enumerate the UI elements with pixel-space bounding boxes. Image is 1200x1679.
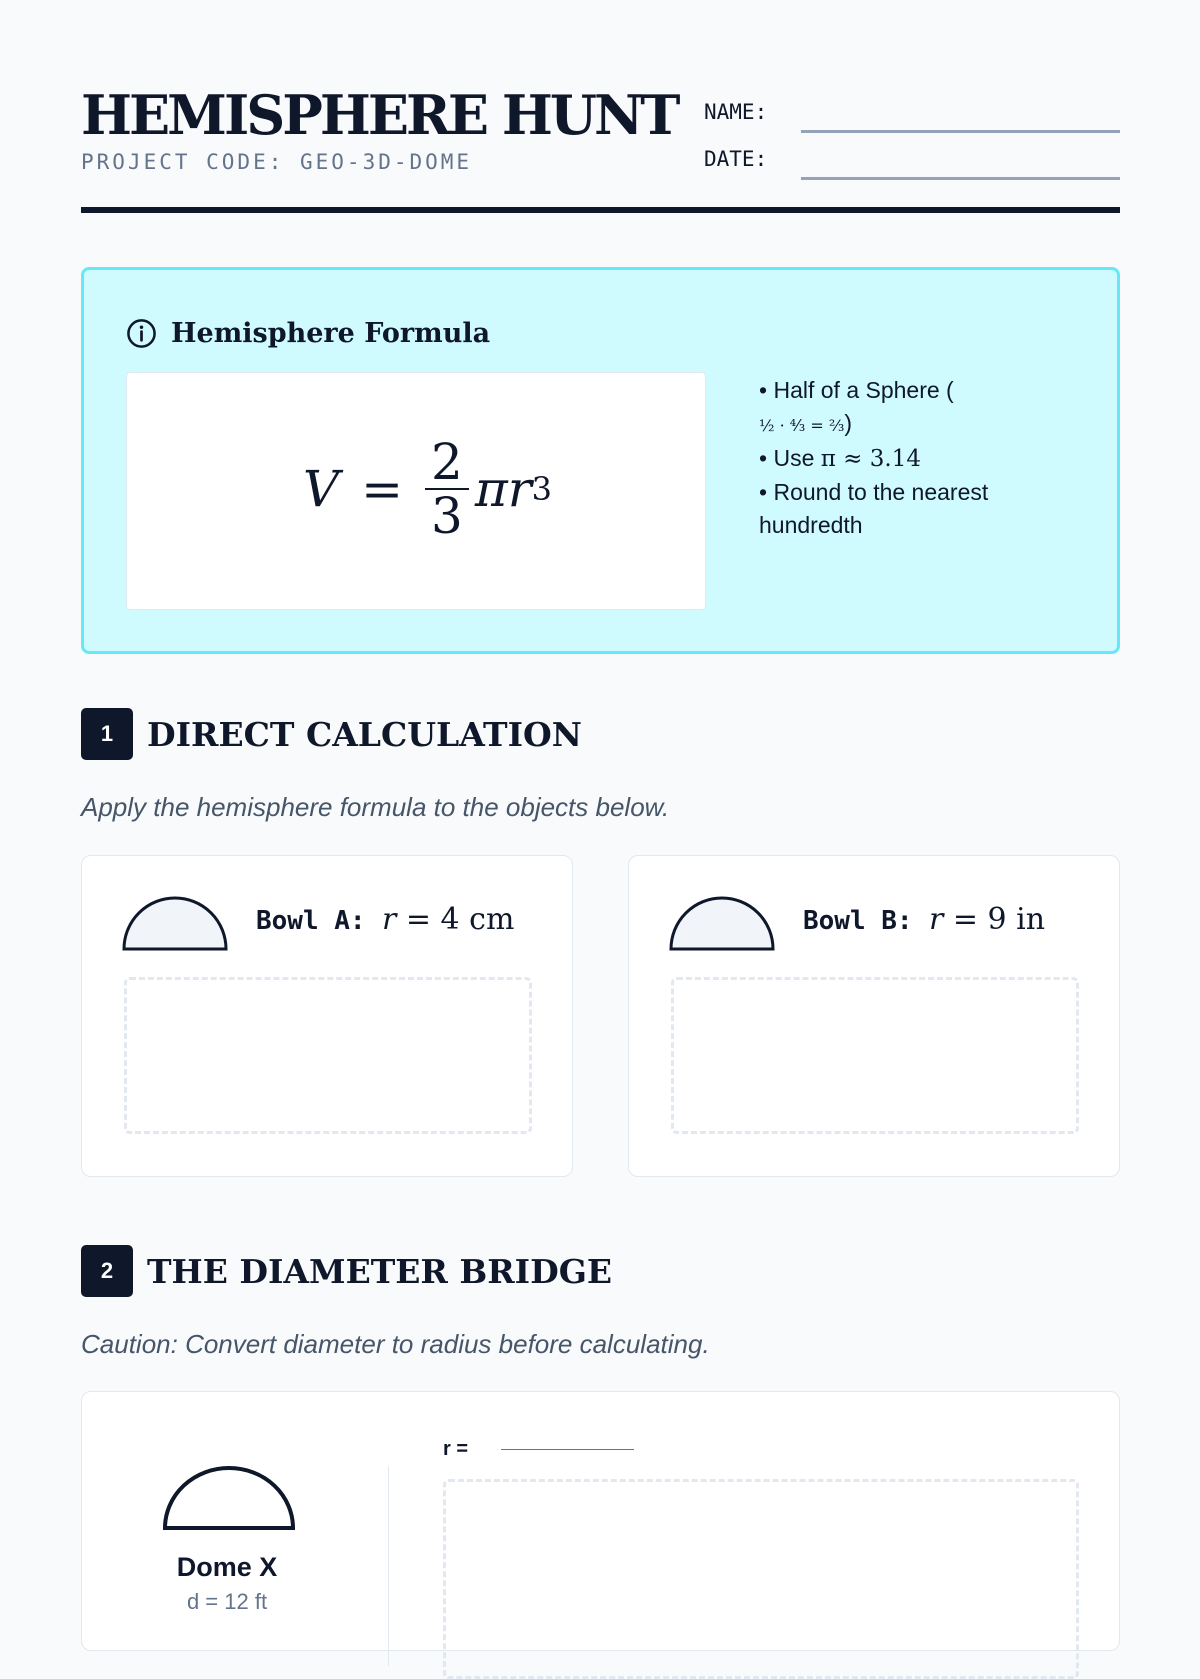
radius-write-line[interactable] <box>501 1449 634 1450</box>
fraction-denominator: 3 <box>425 488 469 542</box>
bowl-label: Bowl B: <box>803 906 913 936</box>
note-half-sphere-math: ½ · ⁴⁄₃ = ⅔ <box>759 416 845 435</box>
worksheet-header <box>81 84 1120 214</box>
formula-title: Hemisphere Formula <box>171 317 491 349</box>
name-field[interactable] <box>704 84 1120 124</box>
bowl-b-card <box>628 855 1120 1177</box>
project-code: PROJECT CODE: GEO-3D-DOME <box>81 150 473 174</box>
formula-notes <box>759 374 1029 542</box>
section-number-badge: 2 <box>81 1245 133 1297</box>
answer-work-area[interactable] <box>671 977 1079 1134</box>
section-1-description: Apply the hemisphere formula to the objects below. <box>81 792 670 822</box>
header-divider <box>81 207 1120 213</box>
section-2-description: Caution: Convert diameter to radius before calculating. <box>81 1329 710 1359</box>
dome-icon <box>163 1466 295 1532</box>
bullet: • <box>759 377 768 403</box>
worksheet-title: HEMISPHERE HUNT <box>81 83 678 147</box>
note-use-pi-text: Use <box>773 445 815 471</box>
note-half-sphere <box>759 374 1029 442</box>
note-round-text: Round to the nearest hundredth <box>759 479 989 538</box>
note-use-pi-math: π ≈ 3.14 <box>820 446 921 472</box>
formula-callout <box>81 267 1120 654</box>
hemisphere-bowl-icon <box>669 896 775 952</box>
section-title: DIRECT CALCULATION <box>147 714 582 754</box>
dome-x-card <box>81 1391 1120 1651</box>
note-half-sphere-close: ) <box>844 410 853 436</box>
pi-r: πr <box>474 460 532 518</box>
note-use-pi <box>759 442 1029 476</box>
section-title: THE DIAMETER BRIDGE <box>147 1251 613 1291</box>
date-label: DATE: <box>704 147 768 171</box>
name-label: NAME: <box>704 100 768 124</box>
answer-work-area[interactable] <box>124 977 532 1134</box>
fraction-two-thirds <box>425 433 469 545</box>
bowl-radius: r = 4 cm <box>382 902 515 937</box>
info-icon <box>126 318 157 349</box>
formula-display <box>126 372 706 610</box>
section-1-heading <box>81 708 582 760</box>
bullet: • <box>759 445 768 471</box>
hemisphere-bowl-icon <box>122 896 228 952</box>
volume-equation <box>303 429 552 549</box>
bullet: • <box>759 479 768 505</box>
radius-label: r = <box>443 1438 469 1460</box>
answer-work-area[interactable] <box>443 1479 1079 1679</box>
exponent: 3 <box>531 470 552 508</box>
note-round <box>759 476 1029 542</box>
bowl-radius: r = 9 in <box>929 902 1046 937</box>
section-2-heading <box>81 1245 612 1297</box>
equation-lhs: V <box>303 460 340 518</box>
bowl-a-card <box>81 855 573 1177</box>
section-number-badge: 1 <box>81 708 133 760</box>
fraction-numerator: 2 <box>431 433 463 491</box>
dome-divider <box>388 1466 389 1666</box>
date-write-line[interactable] <box>801 177 1120 180</box>
formula-heading <box>126 315 490 351</box>
dome-diameter: d = 12 ft <box>186 1589 268 1614</box>
date-field[interactable] <box>704 131 1120 171</box>
note-half-sphere-text: Half of a Sphere ( <box>773 377 954 403</box>
equation-equals: = <box>361 460 404 518</box>
bowl-label: Bowl A: <box>256 906 366 936</box>
dome-name: Dome X <box>176 1552 278 1582</box>
